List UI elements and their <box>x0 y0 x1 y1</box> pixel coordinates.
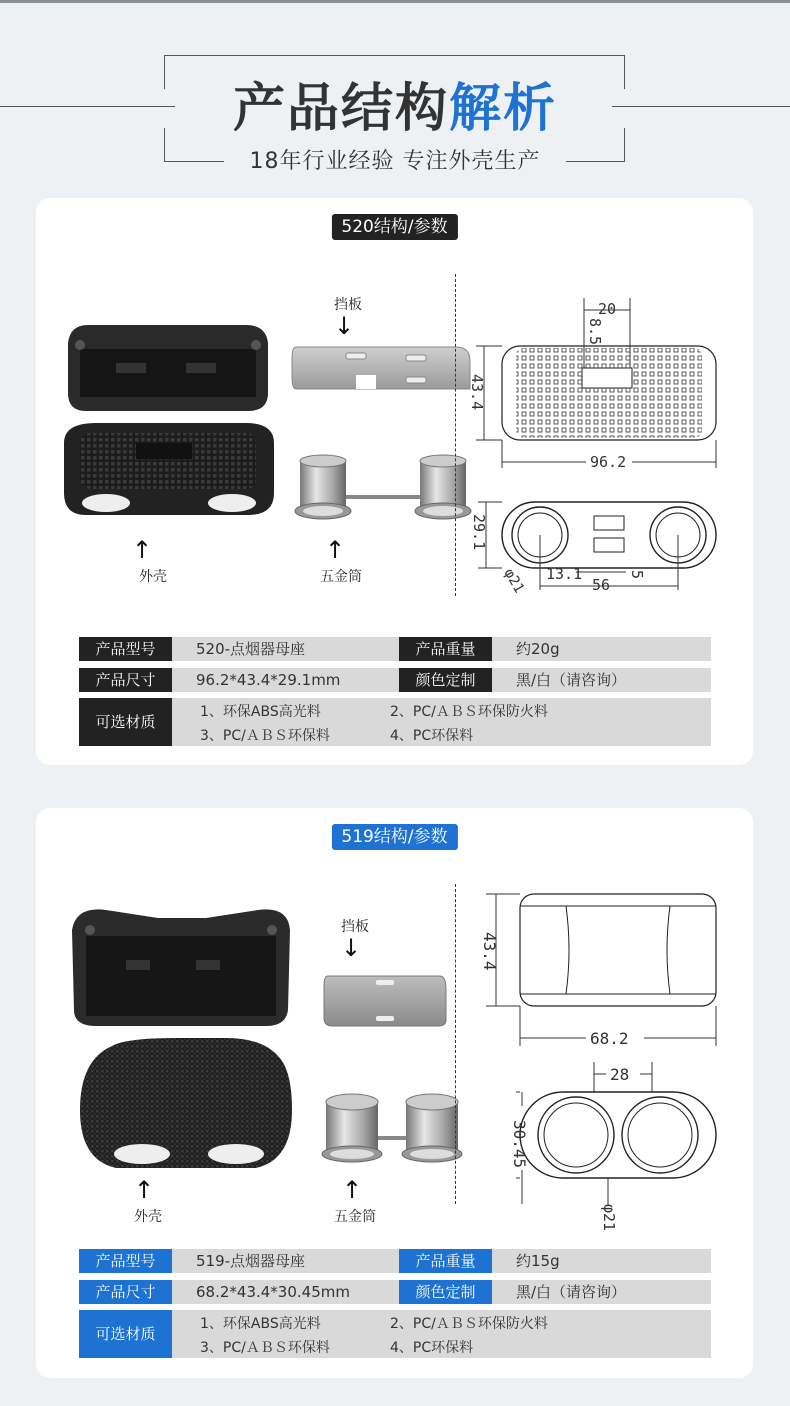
svg-text:68.2: 68.2 <box>590 1029 629 1048</box>
arrow-up-icon: ↑ <box>132 536 153 564</box>
svg-text:20: 20 <box>598 300 617 318</box>
hardware-image <box>295 455 471 519</box>
baffle-image <box>324 976 446 1026</box>
svg-text:5: 5 <box>628 570 646 580</box>
technical-drawing <box>456 290 748 610</box>
material-item: 3、PC/ＡＢＳ环保料 <box>200 728 330 744</box>
cover-image <box>72 909 290 1026</box>
svg-text:28: 28 <box>610 1065 630 1084</box>
hardware-image <box>322 1094 462 1162</box>
product-card-520 <box>36 198 753 765</box>
page-title: 产品结构解析 <box>232 79 558 139</box>
arrow-up-icon: ↑ <box>134 1176 155 1204</box>
material-item: 1、环保ABS高光料 <box>200 1316 321 1332</box>
spec-weight: 产品重量 约15g <box>399 1249 711 1273</box>
hardware-label: 五金筒 <box>334 1209 376 1225</box>
spec-materials: 可选材质 1、环保ABS高光料 2、PC/ＡＢＳ环保防火料 3、PC/ＡＢＳ环保料 4、PC环保料 <box>79 698 711 746</box>
arrow-up-icon: ↑ <box>325 536 346 564</box>
material-item: 3、PC/ＡＢＳ环保料 <box>200 1340 330 1356</box>
baffle-label: 挡板 <box>341 919 369 935</box>
spec-size: 产品尺寸 96.2*43.4*29.1mm <box>79 668 389 692</box>
arrow-up-icon: ↑ <box>342 1176 363 1204</box>
svg-text:φ21: φ21 <box>500 566 528 596</box>
product-photos <box>66 900 476 1180</box>
baffle-label: 挡板 <box>334 297 362 313</box>
section-badge: 520结构/参数 <box>331 214 457 240</box>
shell-image <box>64 423 274 515</box>
shell-label: 外壳 <box>139 569 167 585</box>
divider-dashed <box>455 884 456 1204</box>
spec-size: 产品尺寸 68.2*43.4*30.45mm <box>79 1280 389 1304</box>
spec-materials: 可选材质 1、环保ABS高光料 2、PC/ＡＢＳ环保防火料 3、PC/ＡＢＳ环保料 4、PC环保料 <box>79 1310 711 1358</box>
material-item: 1、环保ABS高光料 <box>200 704 321 720</box>
product-card-519 <box>36 808 753 1378</box>
spec-color: 颜色定制 黑/白（请咨询） <box>399 1280 711 1304</box>
svg-text:96.2: 96.2 <box>590 453 627 471</box>
arrow-down-icon: ↓ <box>341 934 362 962</box>
technical-drawing <box>476 886 748 1236</box>
material-item: 2、PC/ＡＢＳ环保防火料 <box>390 1316 548 1332</box>
arrow-down-icon: ↓ <box>334 312 355 340</box>
spec-model: 产品型号 520-点烟器母座 <box>79 637 389 661</box>
baffle-image <box>292 347 470 389</box>
material-item: 4、PC环保料 <box>390 728 474 744</box>
hardware-label: 五金筒 <box>320 569 362 585</box>
page-subtitle: 18年行业经验 专注外壳生产 <box>249 149 541 174</box>
shell-label: 外壳 <box>134 1209 162 1225</box>
material-item: 2、PC/ＡＢＳ环保防火料 <box>390 704 548 720</box>
svg-text:8.5: 8.5 <box>586 318 604 346</box>
spec-color: 颜色定制 黑/白（请咨询） <box>399 668 711 692</box>
svg-text:43.4: 43.4 <box>468 374 486 411</box>
svg-text:43.4: 43.4 <box>480 932 499 971</box>
svg-text:13.1: 13.1 <box>546 565 583 583</box>
svg-text:φ21: φ21 <box>600 1204 618 1232</box>
product-photos <box>56 293 476 533</box>
shell-image <box>80 1038 292 1168</box>
svg-text:56: 56 <box>592 576 611 594</box>
cover-image <box>68 325 268 411</box>
spec-weight: 产品重量 约20g <box>399 637 711 661</box>
svg-text:30.45: 30.45 <box>510 1120 529 1169</box>
section-badge: 519结构/参数 <box>331 824 457 850</box>
spec-model: 产品型号 519-点烟器母座 <box>79 1249 389 1273</box>
material-item: 4、PC环保料 <box>390 1340 474 1356</box>
svg-text:29.1: 29.1 <box>470 514 488 551</box>
page-header <box>0 0 790 190</box>
